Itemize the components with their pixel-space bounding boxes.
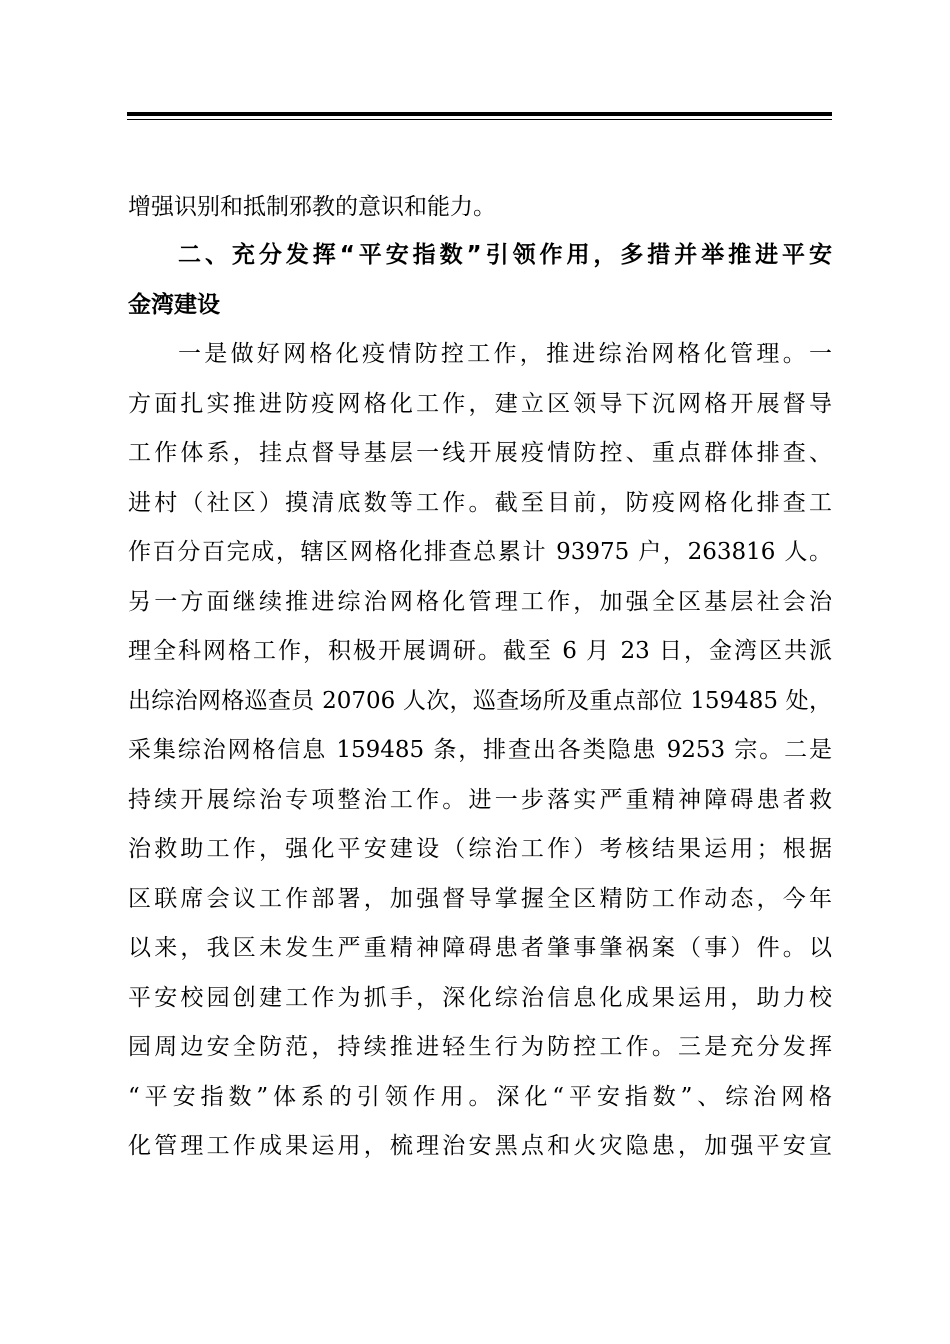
body-text-line: 作百分百完成，辖区网格化排查总累计 93975 户，263816 人。 bbox=[128, 539, 832, 565]
body-text-line: 方面扎实推进防疫网格化工作，建立区领导下沉网格开展督导 bbox=[128, 391, 832, 417]
body-text-line: 平安校园创建工作为抓手，深化综治信息化成果运用，助力校 bbox=[128, 985, 832, 1011]
body-text-line: 以来，我区未发生严重精神障碍患者肇事肇祸案（事）件。以 bbox=[128, 935, 832, 961]
header-rule-thick bbox=[127, 112, 832, 116]
header-rule-thin bbox=[127, 119, 832, 120]
section-heading-line: 金湾建设 bbox=[128, 292, 220, 318]
body-text-line: 进村（社区）摸清底数等工作。截至目前，防疫网格化排查工 bbox=[128, 490, 832, 516]
body-text-line: 治救助工作，强化平安建设（综治工作）考核结果运用；根据 bbox=[128, 836, 832, 862]
body-text-line: 化管理工作成果运用，梳理治安黑点和火灾隐患，加强平安宣 bbox=[128, 1133, 832, 1159]
body-text-line: 园周边安全防范，持续推进轻生行为防控工作。三是充分发挥 bbox=[128, 1034, 832, 1060]
body-text-line: 区联席会议工作部署，加强督导掌握全区精防工作动态，今年 bbox=[128, 886, 832, 912]
body-text-line: 理全科网格工作，积极开展调研。截至 6 月 23 日，金湾区共派 bbox=[128, 638, 832, 664]
body-text-line: 持续开展综治专项整治工作。进一步落实严重精神障碍患者救 bbox=[128, 787, 832, 813]
body-text-line: 一是做好网格化疫情防控工作，推进综治网格化管理。一 bbox=[178, 341, 832, 367]
body-text-line: 增强识别和抵制邪教的意识和能力。 bbox=[128, 194, 496, 220]
body-text-line: 工作体系，挂点督导基层一线开展疫情防控、重点群体排查、 bbox=[128, 440, 832, 466]
body-text-line: 另一方面继续推进综治网格化管理工作，加强全区基层社会治 bbox=[128, 589, 832, 615]
body-text-line: 采集综治网格信息 159485 条，排查出各类隐患 9253 宗。二是 bbox=[128, 737, 832, 763]
section-heading-line: 二、充分发挥“平安指数”引领作用，多措并举推进平安 bbox=[178, 242, 832, 268]
body-text-line: 出综治网格巡查员 20706 人次，巡查场所及重点部位 159485 处， bbox=[128, 688, 832, 714]
body-text-line: “平安指数”体系的引领作用。深化“平安指数”、综治网格 bbox=[128, 1084, 832, 1110]
